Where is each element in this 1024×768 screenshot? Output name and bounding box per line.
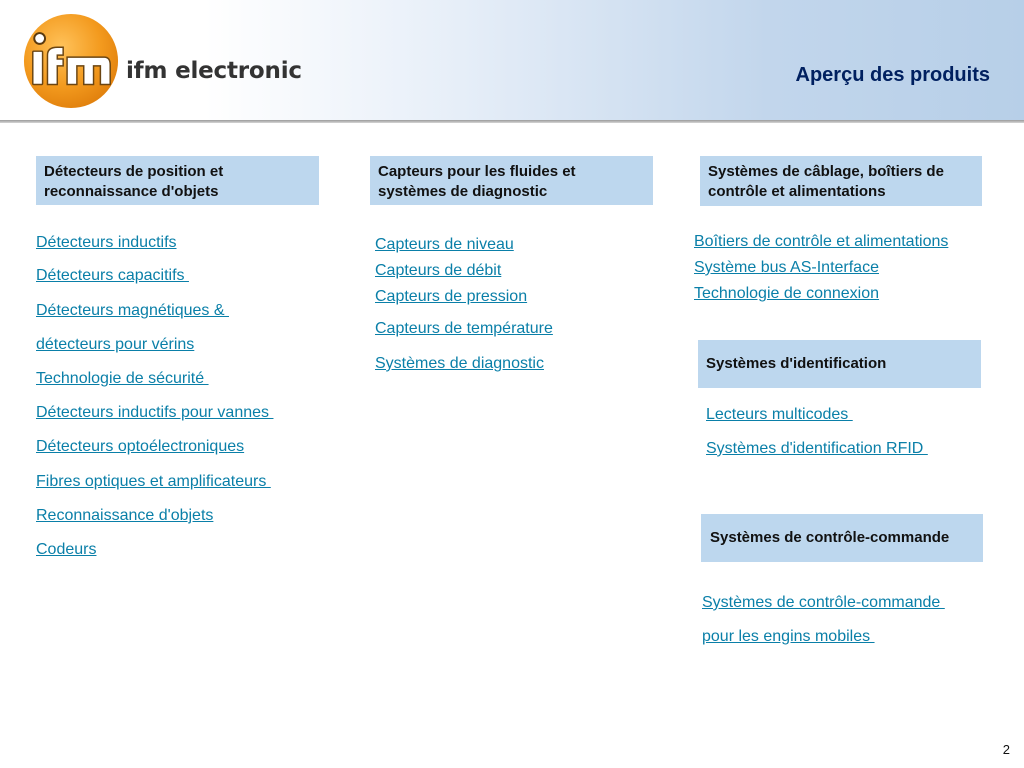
category-heading: Systèmes d'identification: [706, 355, 887, 372]
link-cylinder-sensors[interactable]: détecteurs pour vérins: [36, 336, 195, 353]
link-multicode-readers[interactable]: Lecteurs multicodes: [706, 406, 853, 423]
link-valve-sensors[interactable]: Détecteurs inductifs pour vannes: [36, 404, 274, 421]
link-capacitive-sensors[interactable]: Détecteurs capacitifs: [36, 267, 189, 284]
link-rfid-systems[interactable]: Systèmes d'identification RFID: [706, 440, 928, 457]
category-wiring-systems: [700, 156, 982, 206]
link-fibre-optics[interactable]: Fibres optiques et amplificateurs: [36, 473, 271, 490]
category-identification-systems: [698, 340, 981, 388]
ifm-logo-icon: [22, 12, 120, 110]
page-title: Aperçu des produits: [795, 64, 990, 86]
link-object-recognition[interactable]: Reconnaissance d'objets: [36, 507, 214, 524]
link-as-interface[interactable]: Système bus AS-Interface: [694, 259, 879, 276]
category-heading: Capteurs pour les fluides et systèmes de diagnostic: [378, 163, 576, 200]
category-position-detection: [36, 156, 319, 205]
link-mobile-machines[interactable]: pour les engins mobiles: [702, 628, 875, 645]
link-photoelectric-sensors[interactable]: Détecteurs optoélectroniques: [36, 438, 245, 455]
link-inductive-sensors[interactable]: Détecteurs inductifs: [36, 234, 177, 251]
link-connection-technology[interactable]: Technologie de connexion: [694, 285, 880, 302]
link-temperature-sensors[interactable]: Capteurs de température: [375, 320, 553, 337]
link-diagnostic-systems[interactable]: Systèmes de diagnostic: [375, 355, 544, 372]
brand-name: ifm electronic: [126, 58, 302, 84]
link-magnetic-sensors[interactable]: Détecteurs magnétiques &: [36, 302, 229, 319]
header-divider: [0, 120, 1024, 123]
category-heading: Systèmes de contrôle-commande: [710, 529, 950, 546]
category-control-systems: [701, 514, 983, 562]
category-heading: Détecteurs de position et reconnaissance d'objets: [44, 163, 224, 200]
link-level-sensors[interactable]: Capteurs de niveau: [375, 236, 514, 253]
category-fluid-sensors: [370, 156, 653, 205]
link-safety-technology[interactable]: Technologie de sécurité: [36, 370, 209, 387]
link-encoders[interactable]: Codeurs: [36, 541, 97, 558]
link-control-systems[interactable]: Systèmes de contrôle-commande: [702, 594, 945, 611]
page-number: 2: [1002, 742, 1010, 757]
link-flow-sensors[interactable]: Capteurs de débit: [375, 262, 502, 279]
category-heading: Systèmes de câblage, boîtiers de contrôle et alimentations: [708, 163, 944, 200]
link-control-boxes-power[interactable]: Boîtiers de contrôle et alimentations: [694, 233, 949, 250]
link-pressure-sensors[interactable]: Capteurs de pression: [375, 288, 528, 305]
